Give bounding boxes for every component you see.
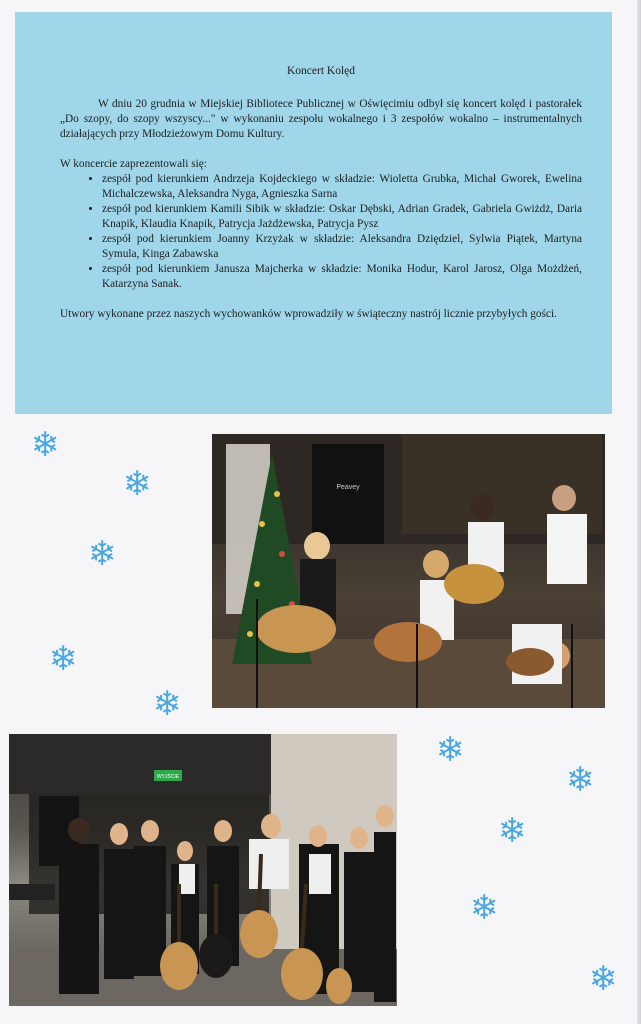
snowflake-icon: ❄ xyxy=(48,639,78,679)
list-item: • zespół pod kierunkiem Janusza Majcherka w składzie: Monika Hodur, Karol Jarosz, Olga Możdżeń, Katarzyna Sanak. xyxy=(102,262,582,292)
list-item: • zespół pod kierunkiem Kamili Sibik w składzie: Oskar Dębski, Adrian Gradek, Gabriela Gwiżdż, Daria Knapik, Klaudia Knapik, Patrycja Jażdżewska, Patrycja Pysz xyxy=(102,202,582,232)
snowflake-icon: ❄ xyxy=(565,760,595,800)
concert-photo-group xyxy=(9,734,397,1006)
list-label: W koncercie zaprezentowali się: xyxy=(60,158,207,170)
amp-brand-label: Peavey xyxy=(336,484,360,491)
snowflake-icon: ❄ xyxy=(435,730,465,770)
article-intro: W dniu 20 grudnia w Miejskiej Bibliotece Publicznej w Oświęcimiu odbył się koncert kolęd i pastorałek „Do szopy, do szopy wszyscy..." w wykonaniu zespołu wokalnego i 3 zespołów wokalno – instrumentalnych działających przy Młodzieżowym Domu Kultury. xyxy=(60,98,582,140)
snowflake-icon: ❄ xyxy=(122,464,152,504)
snowflake-icon: ❄ xyxy=(469,888,499,928)
article-box xyxy=(15,12,612,414)
ensemble-list xyxy=(60,172,582,292)
snowflake-icon: ❄ xyxy=(87,534,117,574)
list-item: • zespół pod kierunkiem Joanny Krzyżak w składzie: Aleksandra Dziędziel, Sylwia Piątek, Martyna Symula, Kinga Zabawska xyxy=(102,232,582,262)
list-item: • zespół pod kierunkiem Andrzeja Kojdeckiego w składzie: Wioletta Grubka, Michał Gworek, Ewelina Michalczewska, Aleksandra Nyga, Agnieszka Sarna xyxy=(102,172,582,202)
concert-photo-performers xyxy=(212,434,605,708)
snowflake-icon: ❄ xyxy=(152,684,182,724)
snowflake-icon: ❄ xyxy=(588,959,618,999)
article-outro: Utwory wykonane przez naszych wychowanków wprowadziły w świąteczny nastrój licznie przybyłych gości. xyxy=(60,308,557,320)
snowflake-icon: ❄ xyxy=(30,425,60,465)
page-edge xyxy=(637,0,641,1024)
snowflake-icon: ❄ xyxy=(497,811,527,851)
exit-sign: WYJŚCIE xyxy=(156,774,180,780)
article-title: Koncert Kolęd xyxy=(286,65,356,77)
